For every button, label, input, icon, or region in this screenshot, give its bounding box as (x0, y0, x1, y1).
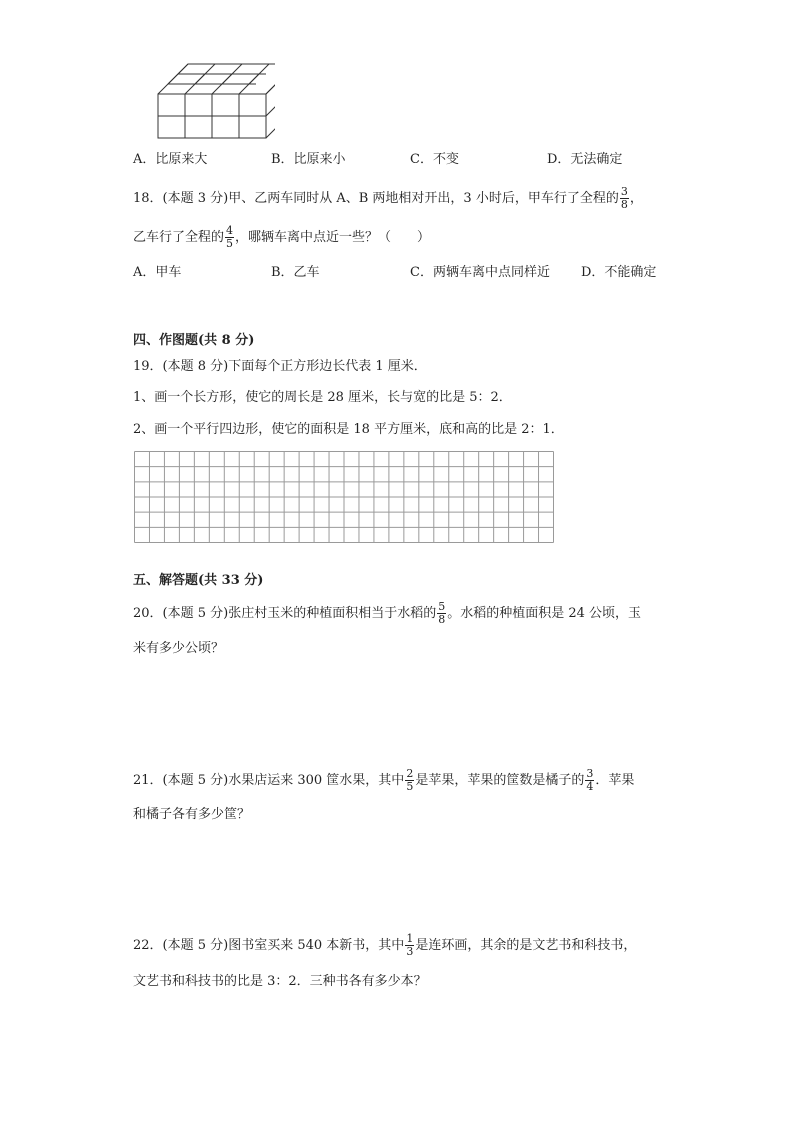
q17-option-c: C．不变 (410, 152, 459, 167)
q21-line2: 和橘子各有多少筐？ (133, 807, 251, 822)
q19-item-1: 1、画一个长方形，使它的周长是 28 厘米，长与宽的比是 5：2． (133, 390, 512, 405)
cube-figure (150, 60, 275, 145)
q21-frac2-den: 4 (586, 780, 594, 793)
q18-text-part1: 18．(本题 3 分)甲、乙两车同时从 A、B 两地相对开出，3 小时后，甲车行了全程的 (133, 191, 619, 206)
q21-fraction-1 (405, 768, 414, 793)
q22-fraction (405, 933, 414, 958)
q18-option-d: D．不能确定 (581, 265, 657, 280)
q20-text-part1: 20．(本题 5 分)张庄村玉米的种植面积相当于水稻的 (133, 606, 437, 621)
q18-text-part3: 乙车行了全程的 (133, 230, 225, 245)
q21-text-part1: 21．(本题 5 分)水果店运来 300 筐水果，其中 (133, 773, 405, 788)
q21-frac2-num: 3 (586, 767, 594, 780)
q21-frac1-num: 2 (406, 767, 414, 780)
q18-frac2-num: 4 (226, 224, 234, 237)
q19-item-2: 2、画一个平行四边形，使它的面积是 18 平方厘米，底和高的比是 2：1． (133, 422, 564, 437)
q18-fraction-2 (225, 225, 234, 250)
q20-line1 (133, 601, 641, 626)
q18-frac2-den: 5 (226, 237, 234, 250)
q18-frac1-num: 3 (620, 185, 628, 198)
q20-frac-num: 5 (438, 600, 446, 613)
q22-line1 (133, 933, 636, 958)
q22-text-part2: 是连环画，其余的是文艺书和科技书， (415, 938, 637, 953)
q19-stem: 19．(本题 8 分)下面每个正方形边长代表 1 厘米． (133, 359, 427, 374)
q21-frac1-den: 5 (406, 780, 414, 793)
section5-title: 五、解答题(共 33 分) (133, 573, 264, 588)
q20-frac-den: 8 (438, 613, 446, 626)
q17-option-d: D．无法确定 (547, 152, 623, 167)
q18-line1 (133, 186, 643, 211)
q21-text-part3: ．苹果 (595, 773, 635, 788)
q18-frac1-den: 8 (620, 198, 628, 211)
q22-frac-num: 1 (406, 932, 414, 945)
q22-line2: 文艺书和科技书的比是 3：2．三种书各有多少本？ (133, 974, 427, 989)
q22-text-part1: 22．(本题 5 分)图书室买来 540 本新书，其中 (133, 938, 405, 953)
q17-option-a: A．比原来大 (133, 152, 208, 167)
q21-text-part2: 是苹果，苹果的筐数是橘子的 (415, 773, 585, 788)
q20-fraction (437, 601, 446, 626)
section4-title: 四、作图题(共 8 分) (133, 333, 255, 348)
q18-line2 (133, 225, 430, 250)
q20-text-part2: 。水稻的种植面积是 24 公顷，玉 (447, 606, 642, 621)
q18-text-part4: ，哪辆车离中点近一些？（ ） (235, 230, 431, 245)
q18-option-b: B．乙车 (271, 265, 320, 280)
q18-option-c: C．两辆车离中点同样近 (410, 265, 550, 280)
q21-line1 (133, 768, 634, 793)
drawing-grid (134, 451, 554, 543)
q18-option-a: A．甲车 (133, 265, 182, 280)
q20-line2: 米有多少公顷？ (133, 641, 225, 656)
q18-text-part2: ， (629, 191, 643, 206)
q22-frac-den: 3 (406, 945, 414, 958)
q21-fraction-2 (585, 768, 594, 793)
q17-option-b: B．比原来小 (271, 152, 346, 167)
q18-fraction-1 (620, 186, 629, 211)
